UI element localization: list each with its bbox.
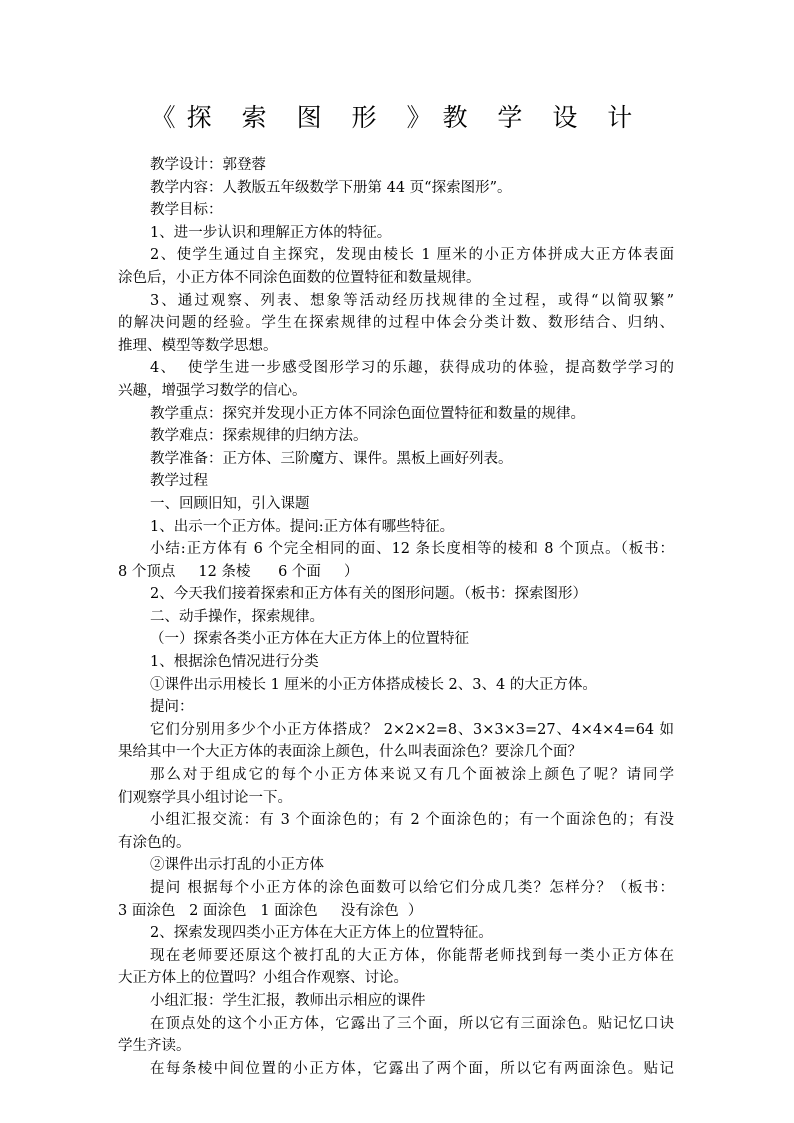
paragraph-line: 果给其中一个大正方体的表面涂上颜色，什么叫表面涂色？要涂几个面？ <box>118 744 582 761</box>
paragraph-line: 推理、模型等数学思想。 <box>118 337 278 354</box>
paragraph-line: 3、通过观察、列表、想象等活动经历找规律的全过程，或得“以简驭繁” <box>150 292 674 309</box>
paragraph-line: 教学设计：郭登蓉 <box>150 157 266 173</box>
paragraph-line: 在顶点处的这个小正方体，它露出了三个面，所以它有三面涂色。贴记忆口诀 <box>150 1015 674 1032</box>
paragraph-line: 教学难点：探索规律的归纳方法。 <box>150 428 368 445</box>
document-body <box>118 154 674 1080</box>
paragraph-line: 2、探索发现四类小正方体在大正方体上的位置特征。 <box>150 925 493 942</box>
paragraph-line: 那么对于组成它的每个小正方体来说又有几个面被涂上颜色了呢？请同学 <box>150 767 674 784</box>
paragraph-line: 2、今天我们接着探索和正方体有关的图形问题。（板书：探索图形） <box>150 586 587 603</box>
paragraph-line: 小结:正方体有 6 个完全相同的面、12 条长度相等的棱和 8 个顶点。（板书： <box>150 541 674 558</box>
paragraph-line: 教学重点：探究并发现小正方体不同涂色面位置特征和数量的规律。 <box>150 405 585 422</box>
paragraph-line: 1、进一步认识和理解正方体的特征。 <box>150 224 392 241</box>
paragraph-line: 8 个顶点 12 条棱 6 个面 ） <box>118 563 359 580</box>
paragraph-line: 4、 使学生进一步感受图形学习的乐趣，获得成功的体验，提高数学学习的 <box>150 360 674 377</box>
paragraph-line: 有涂色的。 <box>118 834 191 851</box>
paragraph-line: 1、根据涂色情况进行分类 <box>150 654 319 671</box>
paragraph-line: （一）探索各类小正方体在大正方体上的位置特征 <box>150 631 469 648</box>
paragraph-line: 教学目标： <box>150 202 223 219</box>
paragraph-line: 提问 根据每个小正方体的涂色面数可以给它们分成几类？怎样分？（板书： <box>150 880 674 896</box>
paragraph-line: 二、动手操作，探索规律。 <box>150 608 324 625</box>
paragraph-line: 2、使学生通过自主探究，发现由棱长 1 厘米的小正方体拼成大正方体表面 <box>150 247 674 264</box>
paragraph-line: 3 面涂色 2 面涂色 1 面涂色 没有涂色 ） <box>118 902 423 919</box>
paragraph-line: 涂色后，小正方体不同涂色面数的位置特征和数量规律。 <box>118 269 481 286</box>
paragraph-line: 小组汇报：学生汇报，教师出示相应的课件 <box>150 992 426 1009</box>
paragraph-line: ②课件出示打乱的小正方体 <box>150 857 324 874</box>
paragraph-line: 们观察学具小组讨论一下。 <box>118 789 292 806</box>
paragraph-line: 学生齐读。 <box>118 1038 191 1055</box>
paragraph-line: 的解决问题的经验。学生在探索规律的过程中体会分类计数、数形结合、归纳、 <box>118 315 674 332</box>
paragraph-line: 大正方体上的位置吗？小组合作观察、讨论。 <box>118 970 408 987</box>
paragraph-line: 1、出示一个正方体。提问:正方体有哪些特征。 <box>150 518 455 535</box>
paragraph-line: 教学准备：正方体、三阶魔方、课件。黑板上画好列表。 <box>150 450 513 467</box>
paragraph-line: 教学过程 <box>150 473 208 490</box>
paragraph-line: 教学内容：人教版五年级数学下册第 44 页“探索图形”。 <box>150 179 512 196</box>
paragraph-line: 小组汇报交流：有 3 个面涂色的；有 2 个面涂色的；有一个面涂色的；有没 <box>150 812 674 829</box>
paragraph-line: 现在老师要还原这个被打乱的大正方体，你能帮老师找到每一类小正方体在 <box>150 947 674 964</box>
paragraph-line: 它们分别用多少个小正方体搭成？ 2×2×2=8、3×3×3=27、4×4×4=64 如 <box>150 721 674 738</box>
paragraph-line: 提问： <box>150 699 194 716</box>
paragraph-line: 兴趣，增强学习数学的信心。 <box>118 382 307 399</box>
paragraph-line: ①课件出示用棱长 1 厘米的小正方体搭成棱长 2、3、4 的大正方体。 <box>150 676 597 693</box>
paragraph-line: 在每条棱中间位置的小正方体，它露出了两个面，所以它有两面涂色。贴记 <box>150 1060 674 1077</box>
document-title: 《探 索 图 形 》教 学 设 计 <box>150 103 644 132</box>
paragraph-line: 一、回顾旧知，引入课题 <box>150 495 310 512</box>
